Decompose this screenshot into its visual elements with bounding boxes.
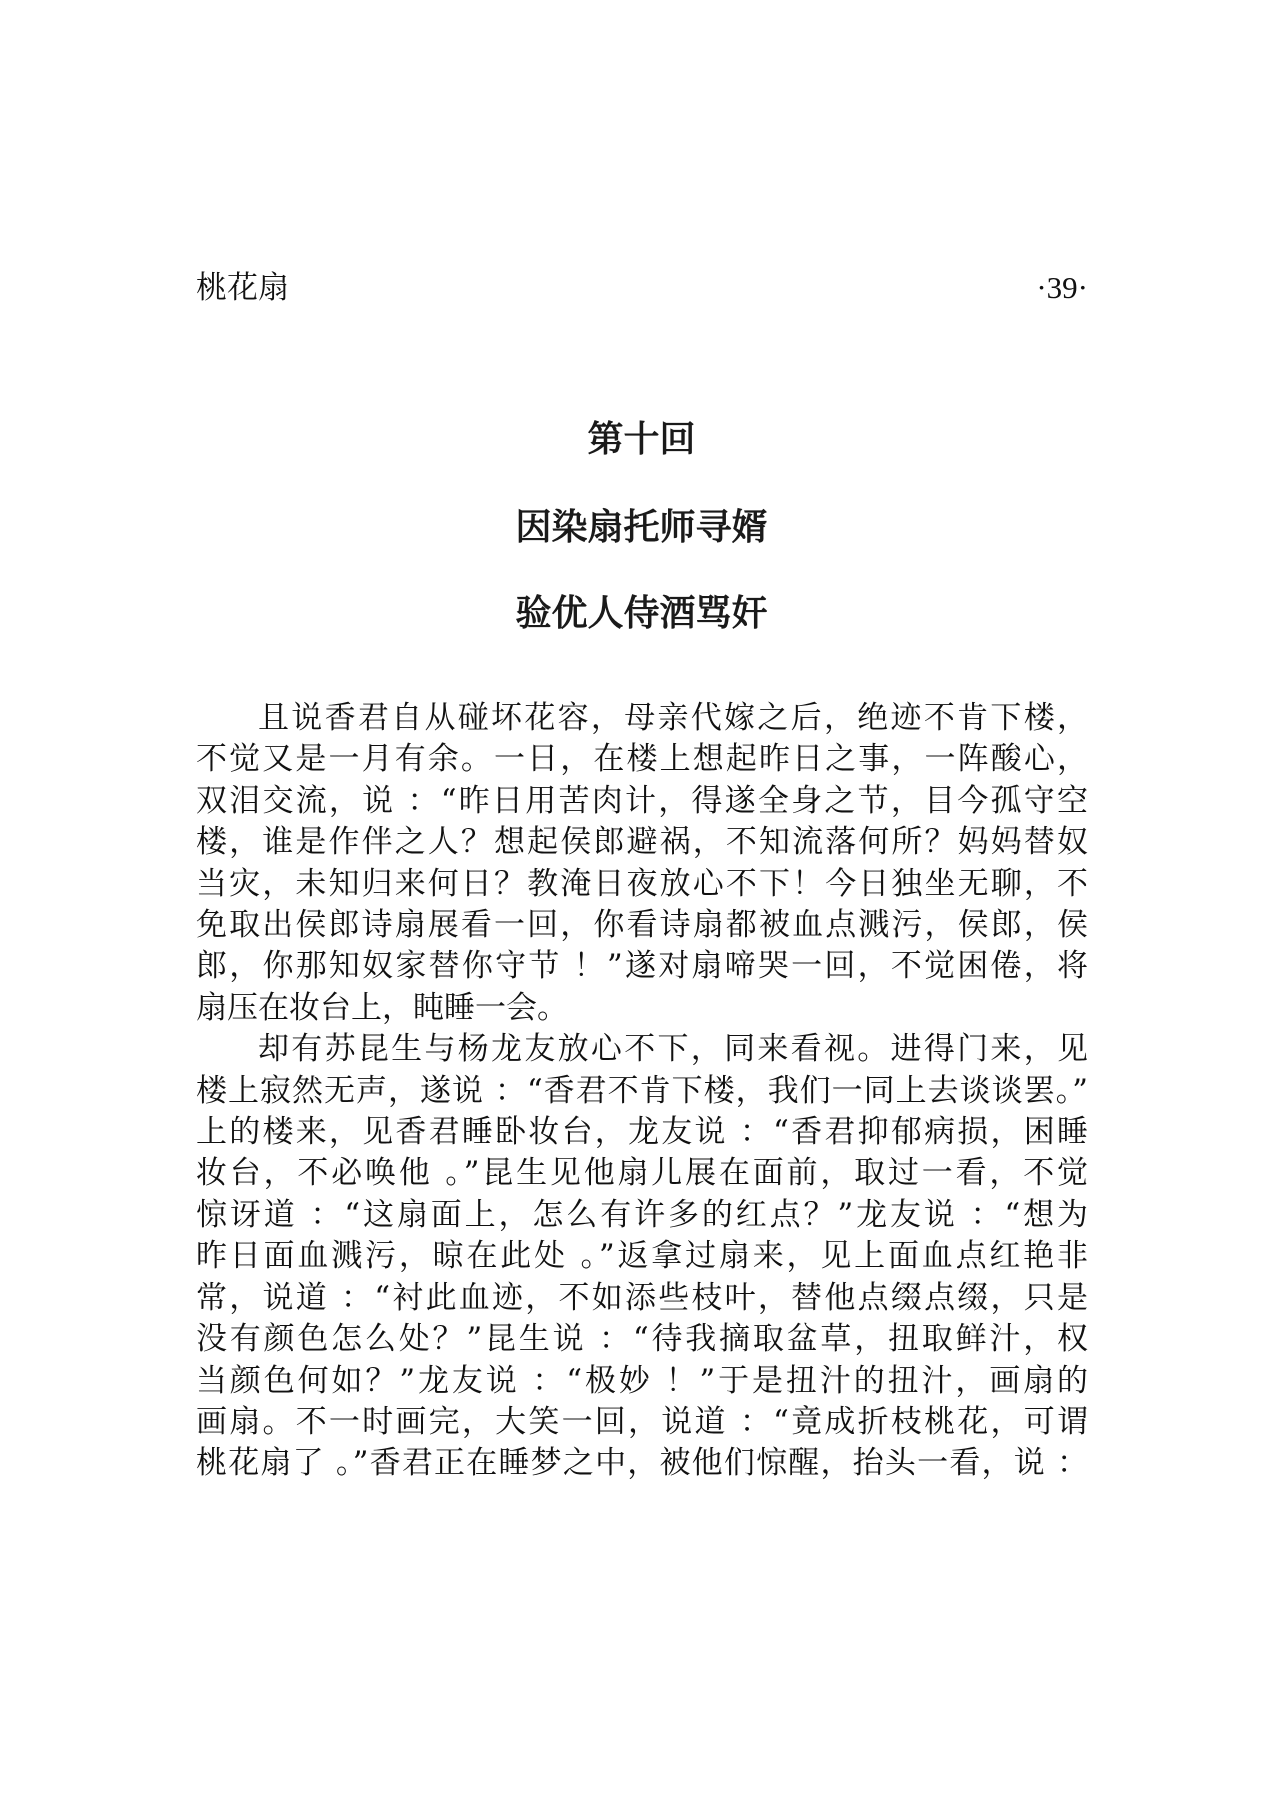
- text-line: 当颜色何如？”龙友说 ：“极妙 ！”于是扭汁的扭汁，画扇的: [196, 1362, 1088, 1399]
- text-line: 常，说道 ：“衬此血迹，不如添些枝叶，替他点缀点缀，只是: [196, 1279, 1088, 1316]
- text-line: 且说香君自从碰坏花容，母亲代嫁之后，绝迹不肯下楼，: [258, 700, 1088, 736]
- page-number: ·39·: [1036, 270, 1088, 305]
- running-header: [196, 268, 1088, 308]
- text-line: 妆台，不必唤他 。”昆生见他扇儿展在面前，取过一看，不觉: [196, 1155, 1088, 1192]
- paragraph-1: [196, 698, 1088, 1029]
- text-line: 楼，谁是作伴之人？想起侯郎避祸，不知流落何所？妈妈替奴: [196, 824, 1088, 861]
- text-line: 双泪交流，说 ：“昨日用苦肉计，得遂全身之节，目今孤守空: [196, 782, 1088, 819]
- text-line: 昨日面血溅污，晾在此处 。”返拿过扇来，见上面血点红艳非: [196, 1238, 1088, 1275]
- text-line: 桃花扇了 。”香君正在睡梦之中，被他们惊醒，抬头一看，说 ：: [196, 1445, 1088, 1482]
- text-line: 却有苏昆生与杨龙友放心不下，同来看视。进得门来，见: [258, 1031, 1088, 1068]
- text-line: 郎，你那知奴家替你守节 ！”遂对扇啼哭一回，不觉困倦，将: [196, 948, 1088, 985]
- body-text: [196, 698, 1088, 1485]
- text-line: 没有颜色怎么处？”昆生说 ：“待我摘取盆草，扭取鲜汁，权: [196, 1321, 1088, 1358]
- text-line: 楼上寂然无声，遂说 ：“香君不肯下楼，我们一同上去谈谈罢。”: [196, 1072, 1088, 1109]
- text-line: 不觉又是一月有余。一日，在楼上想起昨日之事，一阵酸心，: [196, 741, 1088, 778]
- running-title: 桃花扇: [196, 270, 289, 306]
- text-line: 惊讶道 ：“这扇面上，怎么有许多的红点？”龙友说 ：“想为: [196, 1196, 1088, 1233]
- chapter-number: 第十回: [587, 419, 696, 460]
- text-line: 画扇。不一时画完，大笑一回，说道 ：“竟成折枝桃花，可谓: [196, 1403, 1088, 1440]
- text-line: 当灾，未知归来何日？教淹日夜放心不下！今日独坐无聊，不: [196, 865, 1088, 902]
- chapter-title-line-2: 验优人侍酒骂奸: [515, 593, 768, 634]
- text-line: 扇压在妆台上，盹睡一会。: [196, 989, 568, 1026]
- text-line: 免取出侯郎诗扇展看一回，你看诗扇都被血点溅污，侯郎，侯: [196, 907, 1088, 944]
- chapter-title-line-1: 因染扇托师寻婿: [515, 507, 768, 548]
- text-line: 上的楼来，见香君睡卧妆台，龙友说 ：“香君抑郁病损，困睡: [196, 1114, 1088, 1151]
- paragraph-2: [196, 1029, 1088, 1484]
